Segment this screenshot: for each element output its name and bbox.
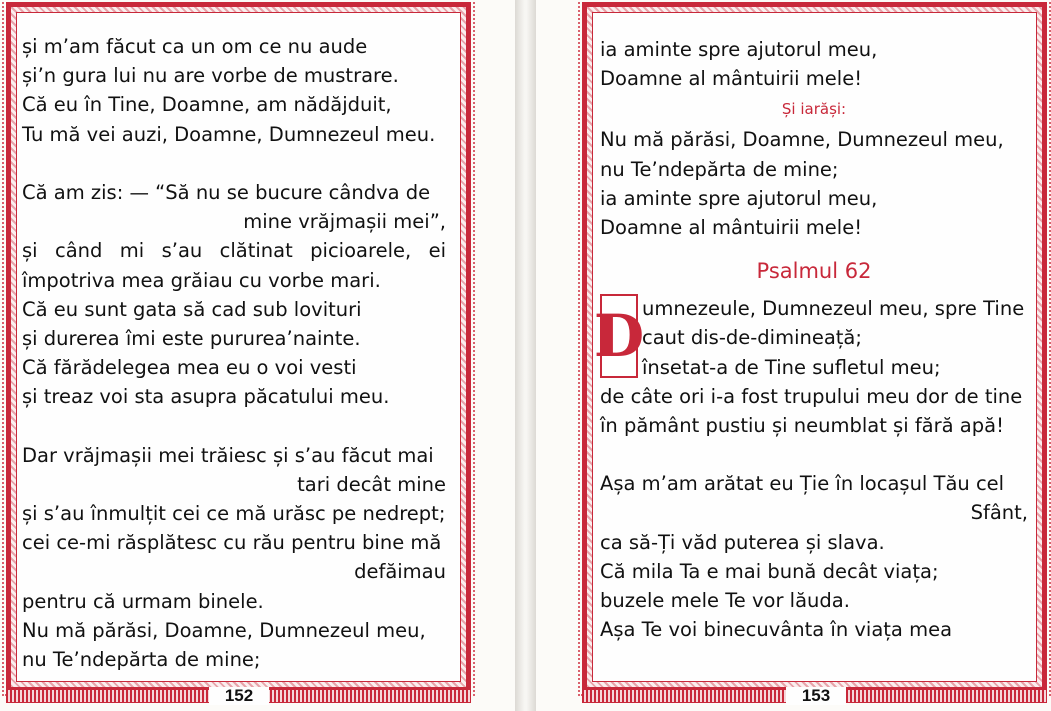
text-line: defăimau — [354, 560, 446, 584]
text-line: Că eu în Tine, Doamne, am nădăjduit, — [22, 93, 392, 117]
text-line: ca să-Ți văd puterea și slava. — [600, 530, 885, 554]
right-page-text — [593, 35, 1028, 644]
text-line: Sfânt, — [970, 501, 1028, 525]
text-line: însetat-a de Tine sufletul meu; — [642, 355, 941, 379]
page-number-left: 152 — [209, 687, 269, 705]
text-line: de câte ori i-a fost trupului meu dor de tine — [600, 384, 1023, 408]
text-line: caut dis-de-dimineață; — [642, 326, 862, 350]
text-line: nu Te’ndepărta de mine; — [600, 157, 839, 181]
text-line: și durerea îmi este pururea’nainte. — [22, 326, 361, 350]
text-line: și când mi s’au clătinat picioarele, ei — [22, 239, 446, 263]
text-line: Nu mă părăsi, Doamne, Dumnezeul meu, — [600, 128, 1004, 152]
left-page-text — [22, 32, 446, 674]
text-line: Așa Te voi binecuvânta în viața mea — [600, 618, 953, 642]
book-gutter — [515, 0, 536, 711]
psalm-title: Psalmul 62 — [756, 259, 872, 284]
text-line: Doamne al mântuirii mele! — [600, 67, 863, 91]
text-line: și s’au înmulțit cei ce mă urăsc pe nedrept; — [22, 502, 446, 525]
text-line: Că mila Ta e mai bună decât viața; — [600, 559, 939, 583]
subheading: Și iarăși: — [781, 100, 847, 119]
text-line: Așa m’am arătat eu Ție în locașul Tău cel — [600, 472, 1005, 496]
text-line: Doamne al mântuirii mele! — [600, 215, 863, 239]
text-line: cei ce-mi răsplătesc cu rău pentru bine mă — [22, 531, 442, 555]
left-page — [0, 0, 515, 711]
text-line: în pământ pustiu și neumblat și fără apă! — [600, 413, 1004, 437]
text-line: Tu mă vei auzi, Doamne, Dumnezeul meu. — [22, 122, 436, 146]
illuminated-initial: D — [600, 294, 638, 378]
text-line: împotriva mea grăiau cu vorbe mari. — [22, 268, 381, 292]
text-line: și’n gura lui nu are vorbe de mustrare. — [22, 64, 399, 88]
dropcap-paragraph — [593, 294, 1028, 382]
page-number-right: 153 — [786, 687, 846, 705]
text-line: Că am zis: — “Să nu se bucure cândva de — [22, 180, 431, 204]
text-line: Dar vrăjmașii mei trăiesc și s’au făcut mai — [22, 443, 434, 467]
text-line: Că eu sunt gata să cad sub lovituri — [22, 297, 362, 321]
text-line: pentru că urmam binele. — [22, 589, 264, 613]
text-line: tari decât mine — [297, 472, 446, 496]
text-line: ia aminte spre ajutorul meu, — [600, 38, 878, 61]
text-line: Nu mă părăsi, Doamne, Dumnezeul meu, — [22, 618, 426, 642]
text-line: buzele mele Te vor lăuda. — [600, 589, 850, 612]
text-line: și treaz voi sta asupra păcatului meu. — [22, 385, 390, 409]
right-page — [536, 0, 1051, 711]
text-line: și m’am făcut ca un om ce nu aude — [22, 35, 368, 58]
text-line: umnezeule, Dumnezeul meu, spre Tine — [642, 297, 1025, 321]
text-line: ia aminte spre ajutorul meu, — [600, 186, 878, 210]
text-line: Că fărădelegea mea eu o voi vesti — [22, 356, 357, 380]
text-line: nu Te’ndepărta de mine; — [22, 647, 261, 671]
text-line: mine vrăjmașii mei”, — [243, 210, 446, 234]
